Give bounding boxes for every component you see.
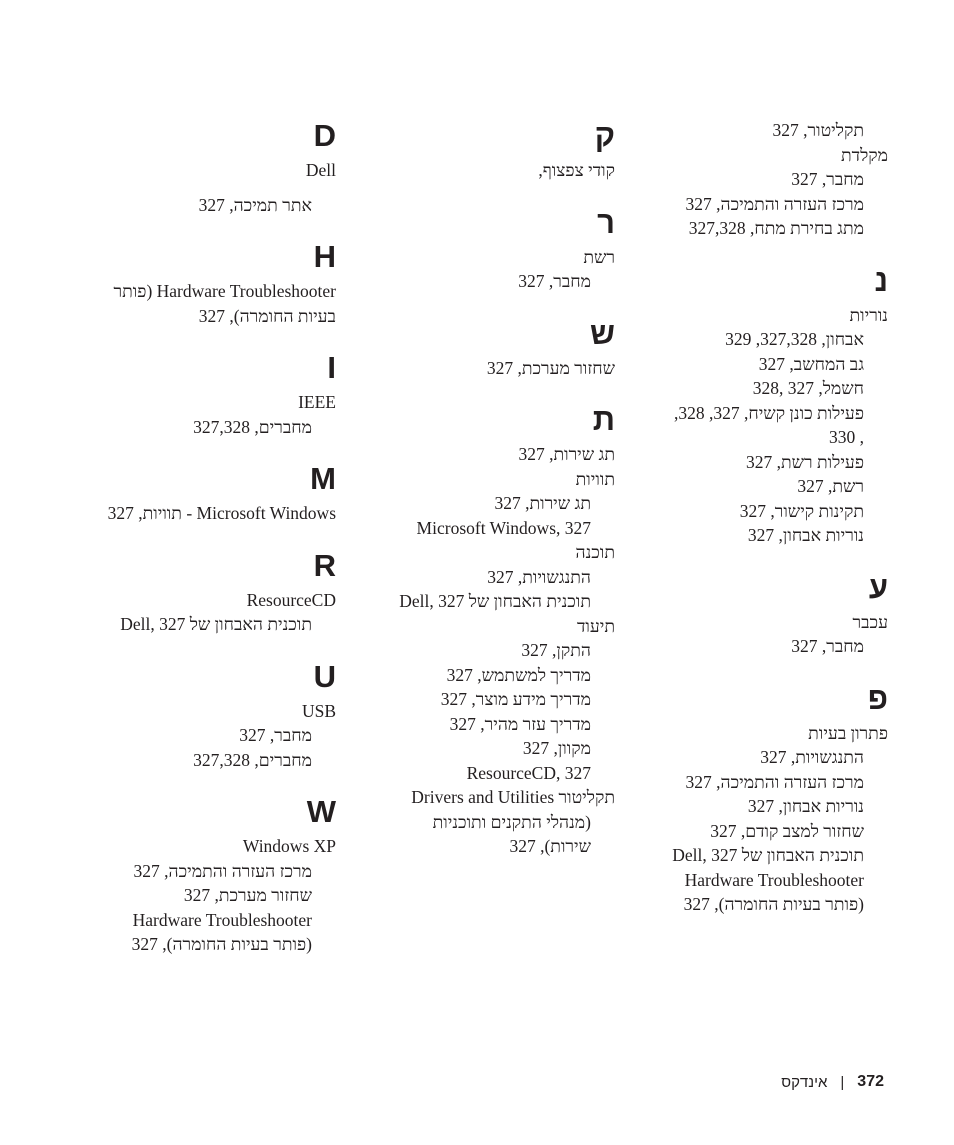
- index-section: [618, 118, 888, 241]
- index-subentry: התנגשויות, 327: [760, 747, 864, 767]
- index-subentry: אתר תמיכה, 327: [198, 194, 312, 215]
- index-subentry: תוכנית האבחון של Dell, 327: [120, 614, 312, 634]
- index-subentry: מרכז העזרה והתמיכה, 327: [685, 771, 864, 792]
- index-section: [345, 402, 615, 859]
- index-entry: ResourceCD: [246, 589, 336, 610]
- index-section: [345, 118, 615, 183]
- index-section: [46, 239, 336, 328]
- section-letter: H: [313, 239, 336, 274]
- index-subentry: תג שירות, 327: [494, 493, 591, 513]
- index-subentry: מקוון, 327: [522, 738, 591, 758]
- footer-section-title: אינדקס: [781, 1073, 828, 1091]
- index-subentry: נוריות אבחון, 327: [747, 525, 864, 545]
- section-letter: W: [306, 794, 336, 829]
- section-letter: D: [313, 118, 336, 153]
- index-entry: Dell: [305, 160, 336, 180]
- section-letter: ק: [594, 118, 615, 153]
- index-subentry: Hardware Troubleshooter: [684, 869, 864, 890]
- index-subentry: מרכז העזרה והתמיכה, 327: [685, 193, 864, 214]
- index-entry: תוויות: [575, 468, 615, 489]
- index-entry: פתרון בעיות: [808, 722, 888, 743]
- index-section: [46, 659, 336, 773]
- index-entry: שחזור מערכת, 327: [486, 357, 615, 378]
- index-section: [46, 794, 336, 957]
- index-subentry: מחבר, 327: [791, 636, 864, 656]
- section-letter: פ: [867, 680, 888, 716]
- index-section: [46, 548, 336, 637]
- index-subentry: התנגשויות, 327: [487, 566, 591, 587]
- index-subentry: מחבר, 327: [518, 271, 591, 291]
- page-number: 372: [857, 1073, 884, 1090]
- index-section: [46, 350, 336, 439]
- index-column-right: [618, 118, 888, 939]
- index-subentry: פעילות רשת, 327: [745, 451, 864, 472]
- index-subentry: חשמל, 327 ,328: [752, 378, 864, 398]
- index-subentry: מדריך מידע מוצר, 327: [440, 689, 591, 709]
- index-subentry: מחבר, 327: [791, 169, 864, 189]
- index-subentry: תוכנית האבחון של Dell, 327: [399, 591, 591, 611]
- index-entry: תיעוד: [576, 615, 615, 636]
- section-letter: ע: [868, 569, 888, 605]
- index-subentry: שחזור למצב קודם, 327: [710, 820, 864, 841]
- index-entry: עכבר: [852, 611, 888, 632]
- section-letter: U: [313, 658, 336, 694]
- index-entry: USB: [301, 700, 336, 721]
- index-entry: Microsoft Windows - תוויות, 327: [107, 503, 336, 523]
- index-subentry: התקן, 327: [521, 640, 591, 660]
- section-letter: I: [327, 350, 336, 385]
- section-letter: ש: [590, 315, 615, 351]
- index-section: [345, 316, 615, 381]
- index-subentry: מדריך למשתמש, 327: [446, 664, 591, 685]
- index-subentry: תוכנית האבחון של Dell, 327: [672, 845, 864, 865]
- index-subentry: אבחון, 327,328, 329: [725, 329, 864, 349]
- index-subentry: מדריך עזר מהיר, 327: [449, 713, 591, 734]
- index-subentry: נוריות אבחון, 327: [747, 796, 864, 816]
- index-entry: בעיות החומרה), 327: [198, 305, 336, 326]
- index-entry: תג שירות, 327: [518, 444, 615, 464]
- index-entry: רשת: [583, 246, 615, 267]
- index-entry: נוריות: [849, 304, 888, 325]
- section-letter: R: [313, 547, 336, 583]
- index-entry: Hardware Troubleshooter (פותר: [113, 281, 336, 301]
- index-subentry: מחברים, 327,328: [193, 749, 312, 770]
- section-letter: נ: [874, 262, 888, 298]
- index-subentry: שחזור מערכת, 327: [183, 885, 312, 905]
- index-subentry: מחבר, 327: [239, 725, 312, 745]
- index-subentry: שירות), 327: [509, 836, 591, 856]
- index-entry: תוכנה: [575, 542, 615, 562]
- index-section: [618, 681, 888, 917]
- index-entry: Windows XP: [242, 836, 336, 856]
- index-section: [46, 461, 336, 526]
- index-section: [46, 118, 336, 217]
- footer-divider: |: [840, 1073, 845, 1091]
- index-section: [618, 570, 888, 659]
- page-footer: [781, 1073, 884, 1091]
- index-subentry: תקליטור, 327: [772, 120, 864, 140]
- index-subentry: (פותר בעיות החומרה), 327: [131, 934, 312, 954]
- index-subentry: רשת, 327: [797, 476, 864, 496]
- index-entry: תקליטור Drivers and Utilities: [411, 787, 615, 807]
- index-subentry: Hardware Troubleshooter: [132, 909, 312, 930]
- index-subentry: מתג בחירת מתח, 327,328: [688, 218, 864, 238]
- index-subentry: תקינות קישור, 327: [739, 500, 864, 521]
- index-column-left: [46, 118, 336, 979]
- index-subentry: גב המחשב, 327: [758, 353, 864, 374]
- index-subentry: (פותר בעיות החומרה), 327: [683, 894, 864, 914]
- index-subentry: מחברים, 327,328: [193, 416, 312, 437]
- index-entry: IEEE: [298, 392, 336, 412]
- section-letter: ת: [592, 402, 615, 437]
- index-subentry: (מנהלי התקנים ותוכניות: [432, 811, 591, 832]
- index-section: [618, 263, 888, 548]
- index-subentry: ResourceCD, 327: [466, 762, 591, 783]
- index-subentry: פעילות כונן קשיח, 327, 328,: [673, 402, 864, 423]
- index-subentry: , 330: [829, 427, 864, 447]
- index-entry: מקלדת: [840, 144, 888, 165]
- index-column-middle: [345, 118, 615, 881]
- index-section: [345, 205, 615, 294]
- index-subentry: Microsoft Windows, 327: [416, 517, 591, 538]
- section-letter: ר: [597, 204, 615, 240]
- index-entry: קודי צפצוף,: [538, 160, 615, 180]
- section-letter: M: [310, 461, 336, 496]
- index-subentry: מרכז העזרה והתמיכה, 327: [133, 860, 312, 881]
